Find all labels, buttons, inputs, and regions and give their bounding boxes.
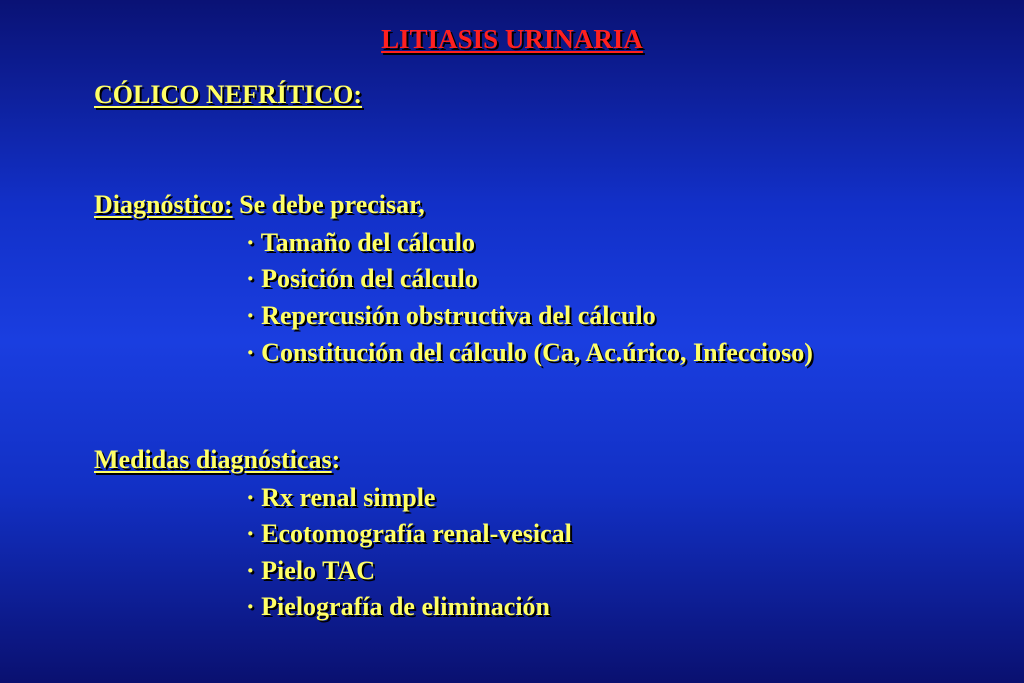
diagnostico-item-2: · Posición del cálculo	[246, 264, 478, 293]
medidas-label: Medidas diagnósticas	[94, 445, 332, 474]
medidas-item-1: · Rx renal simple	[246, 483, 436, 512]
diagnostico-line	[94, 192, 425, 218]
diagnostico-item-1: · Tamaño del cálculo	[246, 228, 475, 257]
diagnostico-text: Se debe precisar,	[239, 190, 425, 219]
medidas-colon: :	[331, 445, 341, 474]
diagnostico-item-3: · Repercusión obstructiva del cálculo	[246, 301, 656, 330]
diagnostico-item-4: · Constitución del cálculo (Ca, Ac.úrico, Infeccioso)	[246, 338, 813, 367]
slide-title: LITIASIS URINARIA	[381, 24, 643, 54]
medidas-item-4: · Pielografía de eliminación	[246, 592, 551, 621]
medidas-item-2: · Ecotomografía renal-vesical	[246, 519, 572, 548]
medidas-item-3: · Pielo TAC	[246, 556, 376, 585]
section-heading-colico: CÓLICO NEFRÍTICO:	[94, 80, 362, 109]
diagnostico-label: Diagnóstico:	[94, 190, 233, 219]
medidas-line	[94, 447, 340, 473]
